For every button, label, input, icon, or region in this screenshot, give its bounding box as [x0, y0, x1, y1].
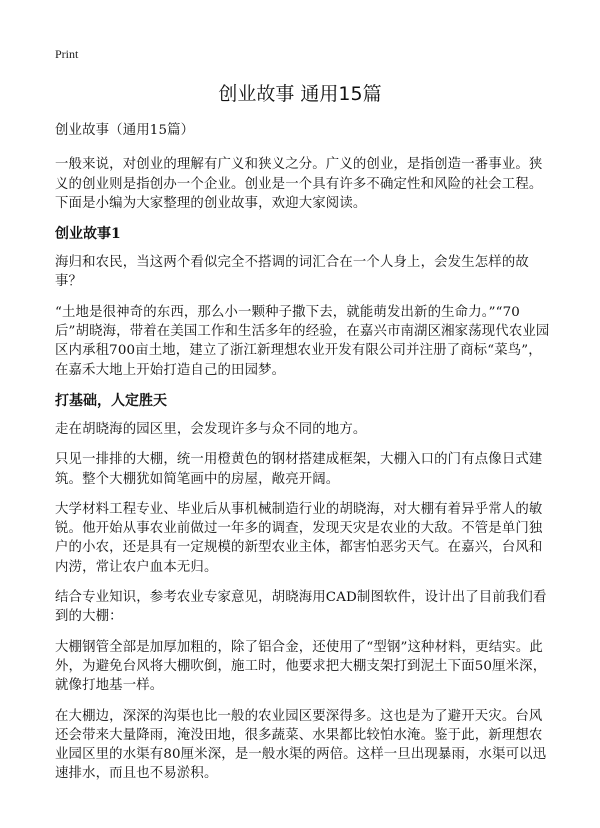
paragraph: “土地是很神奇的东西，那么小一颗种子撒下去，就能萌发出新的生命力。”“70后”胡晓海，带着在美国工作和生活多年的经验，在嘉兴市南湖区湘家荡现代农业园区内承租700亩土地，建立了浙江新理想农业开发有限公司并注册了商标“菜鸟”，在嘉禾大地上开始打造自己的田园梦。: [55, 304, 550, 378]
document-body: [55, 121, 553, 795]
paragraph: 走在胡晓海的园区里，会发现许多与众不同的地方。: [55, 421, 367, 437]
paragraph: 在大棚边，深深的沟渠也比一般的农业园区要深得多。这也是为了避开天灾。台风还会带来大量降雨，淹没田地，很多蔬菜、水果都比较怕水淹。鉴于此，新理想农业园区里的水渠有80厘米深，是一般水渠的两倍。这样一旦出现暴雨，水渠可以迅速排水，而且也不易淤积。: [55, 708, 547, 782]
paragraph: 海归和农民，当这两个看似完全不搭调的词汇合在一个人身上，会发生怎样的故事？: [55, 255, 529, 290]
document-title: 创业故事 通用15篇: [218, 83, 382, 105]
paragraph: 结合专业知识，参考农业专家意见，胡晓海用CAD制图软件，设计出了目前我们看到的大棚：: [55, 590, 547, 625]
paragraph: 只见一排排的大棚，统一用橙黄色的钢材搭建成框架，大棚入口的门有点像日式建筑。整个大棚犹如简笔画中的房屋，敞亮开阔。: [55, 452, 543, 487]
intro-paragraph: 一般来说，对创业的理解有广义和狭义之分。广义的创业，是指创造一番事业。狭义的创业则是指创办一个企业。创业是一个具有许多不确定性和风险的社会工程。下面是小编为大家整理的创业故事，欢迎大家阅读。: [55, 157, 543, 211]
document-subtitle: 创业故事（通用15篇）: [55, 123, 195, 138]
print-label: Print: [55, 47, 79, 61]
section-heading-foundation: 打基础，人定胜天: [55, 392, 167, 409]
paragraph: 大学材料工程专业、毕业后从事机械制造行业的胡晓海，对大棚有着异乎常人的敏锐。他开始从事农业前做过一年多的调查，发现天灾是农业的大敌。不管是单门独户的小农，还是具有一定规模的新型农业主体，都害怕恶劣天气。在嘉兴，台风和内涝，常让农户血本无归。: [55, 501, 543, 575]
section-heading-story-1: 创业故事1: [55, 226, 121, 243]
paragraph: 大棚钢管全部是加厚加粗的，除了铝合金，还使用了“型钢”这种材料，更结实。此外，为避免台风将大棚吹倒，施工时，他要求把大棚支架打到泥土下面50厘米深，就像打地基一样。: [55, 639, 547, 694]
